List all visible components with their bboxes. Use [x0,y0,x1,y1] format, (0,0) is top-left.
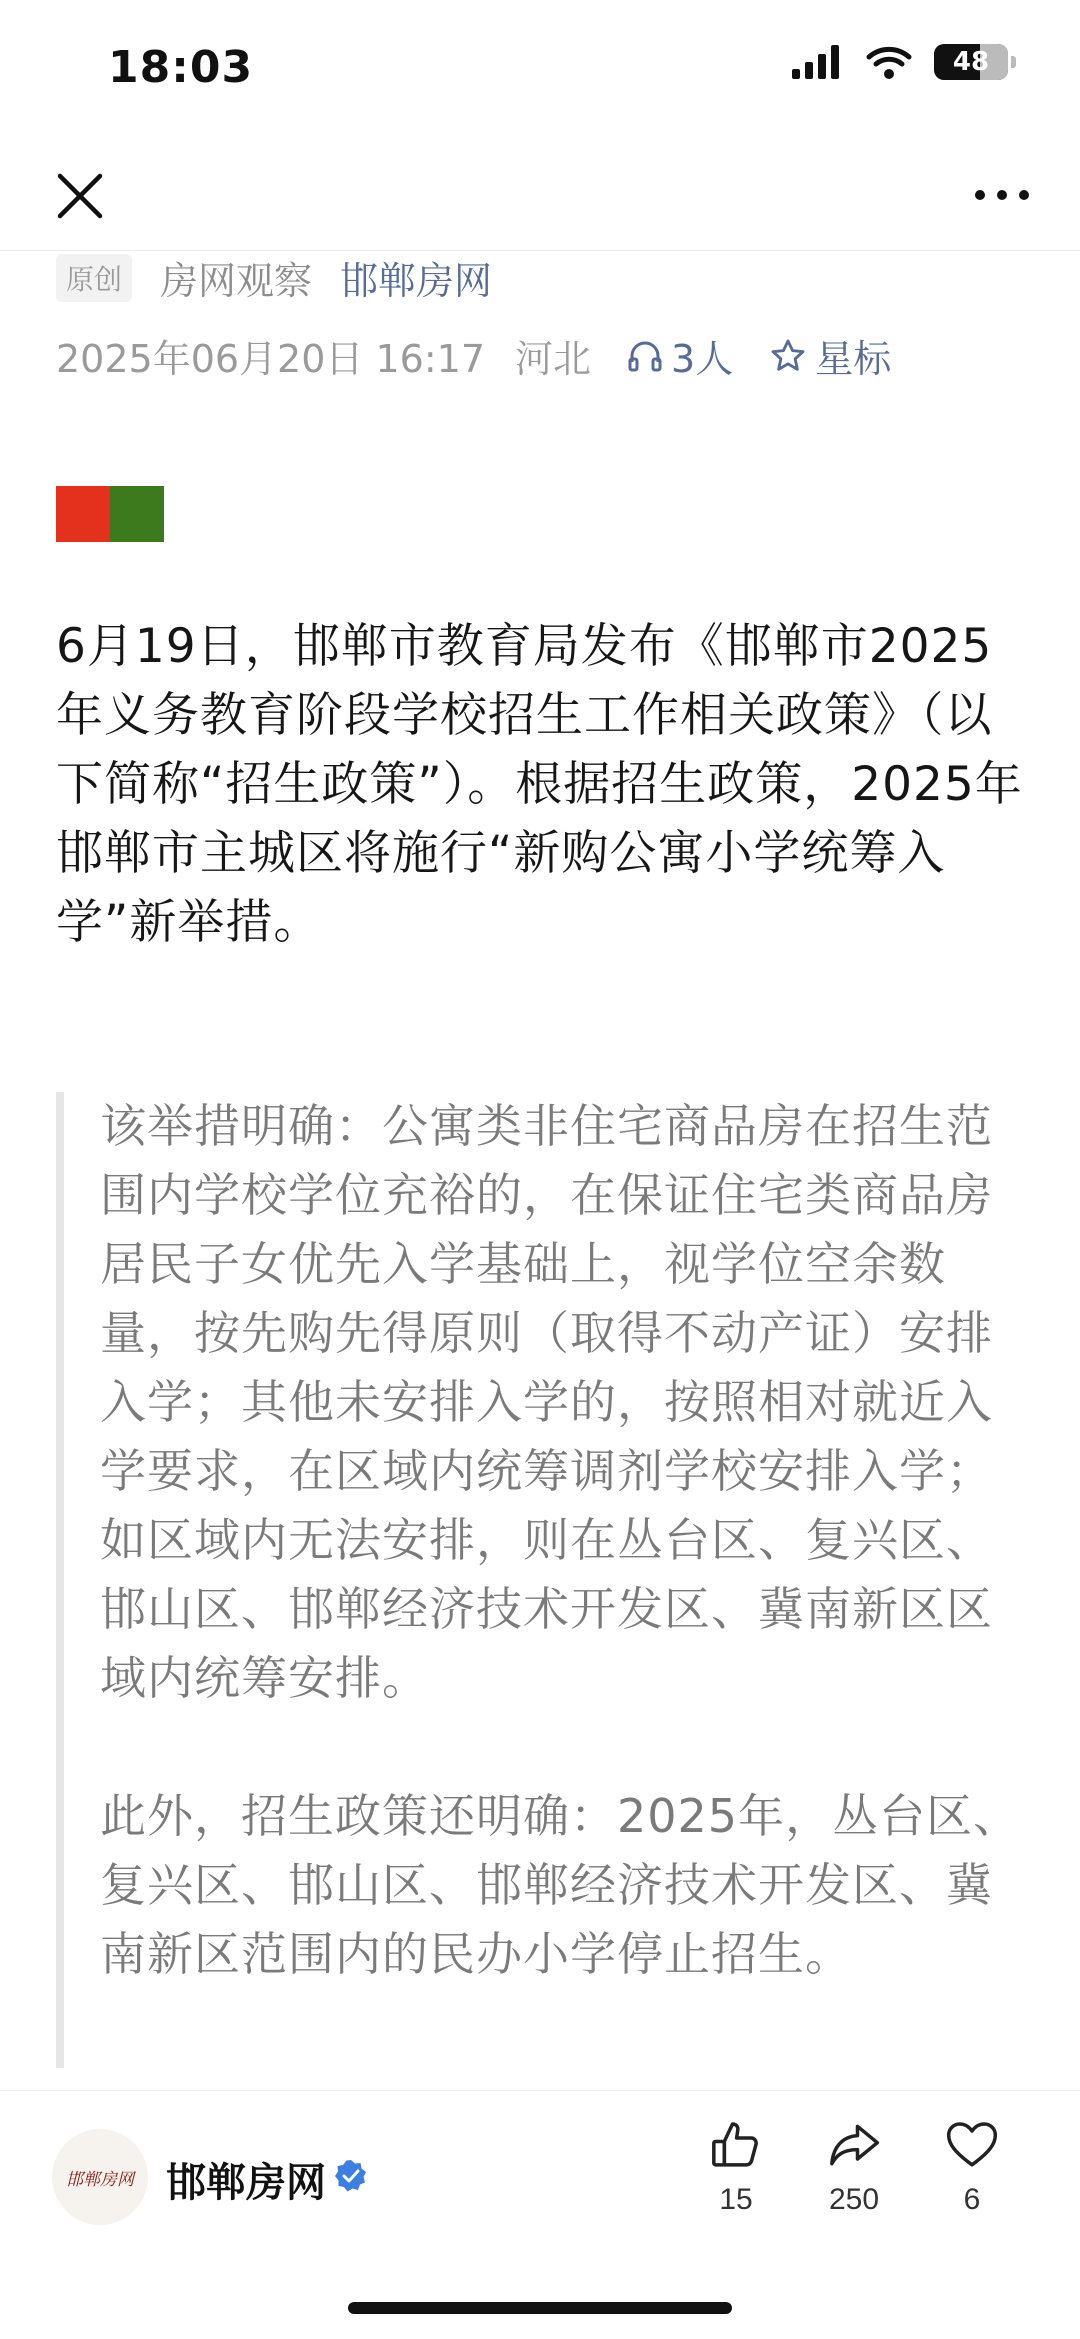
listener-count: 3人 [671,337,734,381]
blockquote [56,1092,1034,2068]
battery-indicator [934,44,1008,80]
status-bar [0,0,1080,140]
star-icon [769,337,807,375]
star-label: 星标 [815,337,892,381]
avatar-logo-text: 邯郸房网 [66,2169,134,2190]
status-time: 18:03 [108,42,254,93]
article-meta-info [56,328,891,383]
quote-paragraph-2: 此外，招生政策还明确：2025年，丛台区、复兴区、邯山区、邯郸经济技术开发区、冀南新区范围内的民办小学停止招生。 [100,1789,1021,1981]
red-block [56,486,110,542]
decorative-color-blocks [56,486,164,542]
share-button[interactable] [804,2117,904,2217]
avatar[interactable] [52,2129,148,2225]
publish-date: 2025年06月20日 16:17 [56,337,486,381]
heart-icon [944,2117,1000,2173]
original-tag: 原创 [56,254,132,302]
listen-button[interactable] [627,328,733,383]
top-nav-bar [0,140,1080,251]
wifi-icon [866,45,912,79]
column-name[interactable]: 房网观察 [160,259,313,303]
like-button[interactable] [686,2117,786,2217]
green-block [110,486,164,542]
publish-location: 河北 [515,337,592,381]
headphones-icon [627,338,663,374]
signal-icon [792,45,844,79]
intro-paragraph: 6月19日，邯郸市教育局发布《邯郸市2025年义务教育阶段学校招生工作相关政策》（以下简称“招生政策”）。根据招生政策，2025年邯郸市主城区将施行“新购公寓小学统筹入学”新举措。 [56,619,1023,950]
verified-icon [334,2159,368,2193]
bottom-account-name[interactable]: 邯郸房网 [166,2160,326,2206]
article-meta-source [56,250,492,305]
more-icon[interactable] [972,180,1032,210]
favorite-button[interactable] [922,2117,1022,2217]
share-icon [826,2117,882,2173]
account-link[interactable]: 邯郸房网 [340,259,493,303]
favorite-count: 6 [963,2183,981,2216]
close-icon[interactable] [50,166,110,226]
status-icons [792,44,1008,80]
share-count: 250 [828,2183,880,2216]
star-button[interactable] [769,328,891,383]
battery-level: 48 [952,47,990,77]
quote-paragraph-1: 该举措明确：公寓类非住宅商品房在招生范围内学校学位充裕的，在保证住宅类商品房居民子女优先入学基础上，视学位空余数量，按先购先得原则（取得不动产证）安排入学；其他未安排入学的，按照相对就近入学要求，在区域内统筹调剂学校安排入学；如区域内无法安排，则在丛台区、复兴区、邯山区、邯郸经济技术开发区、冀南新区区域内统筹安排。 [100,1099,993,1705]
thumbs-up-icon [708,2117,764,2173]
home-indicator[interactable] [348,2302,732,2314]
like-count: 15 [719,2183,753,2216]
